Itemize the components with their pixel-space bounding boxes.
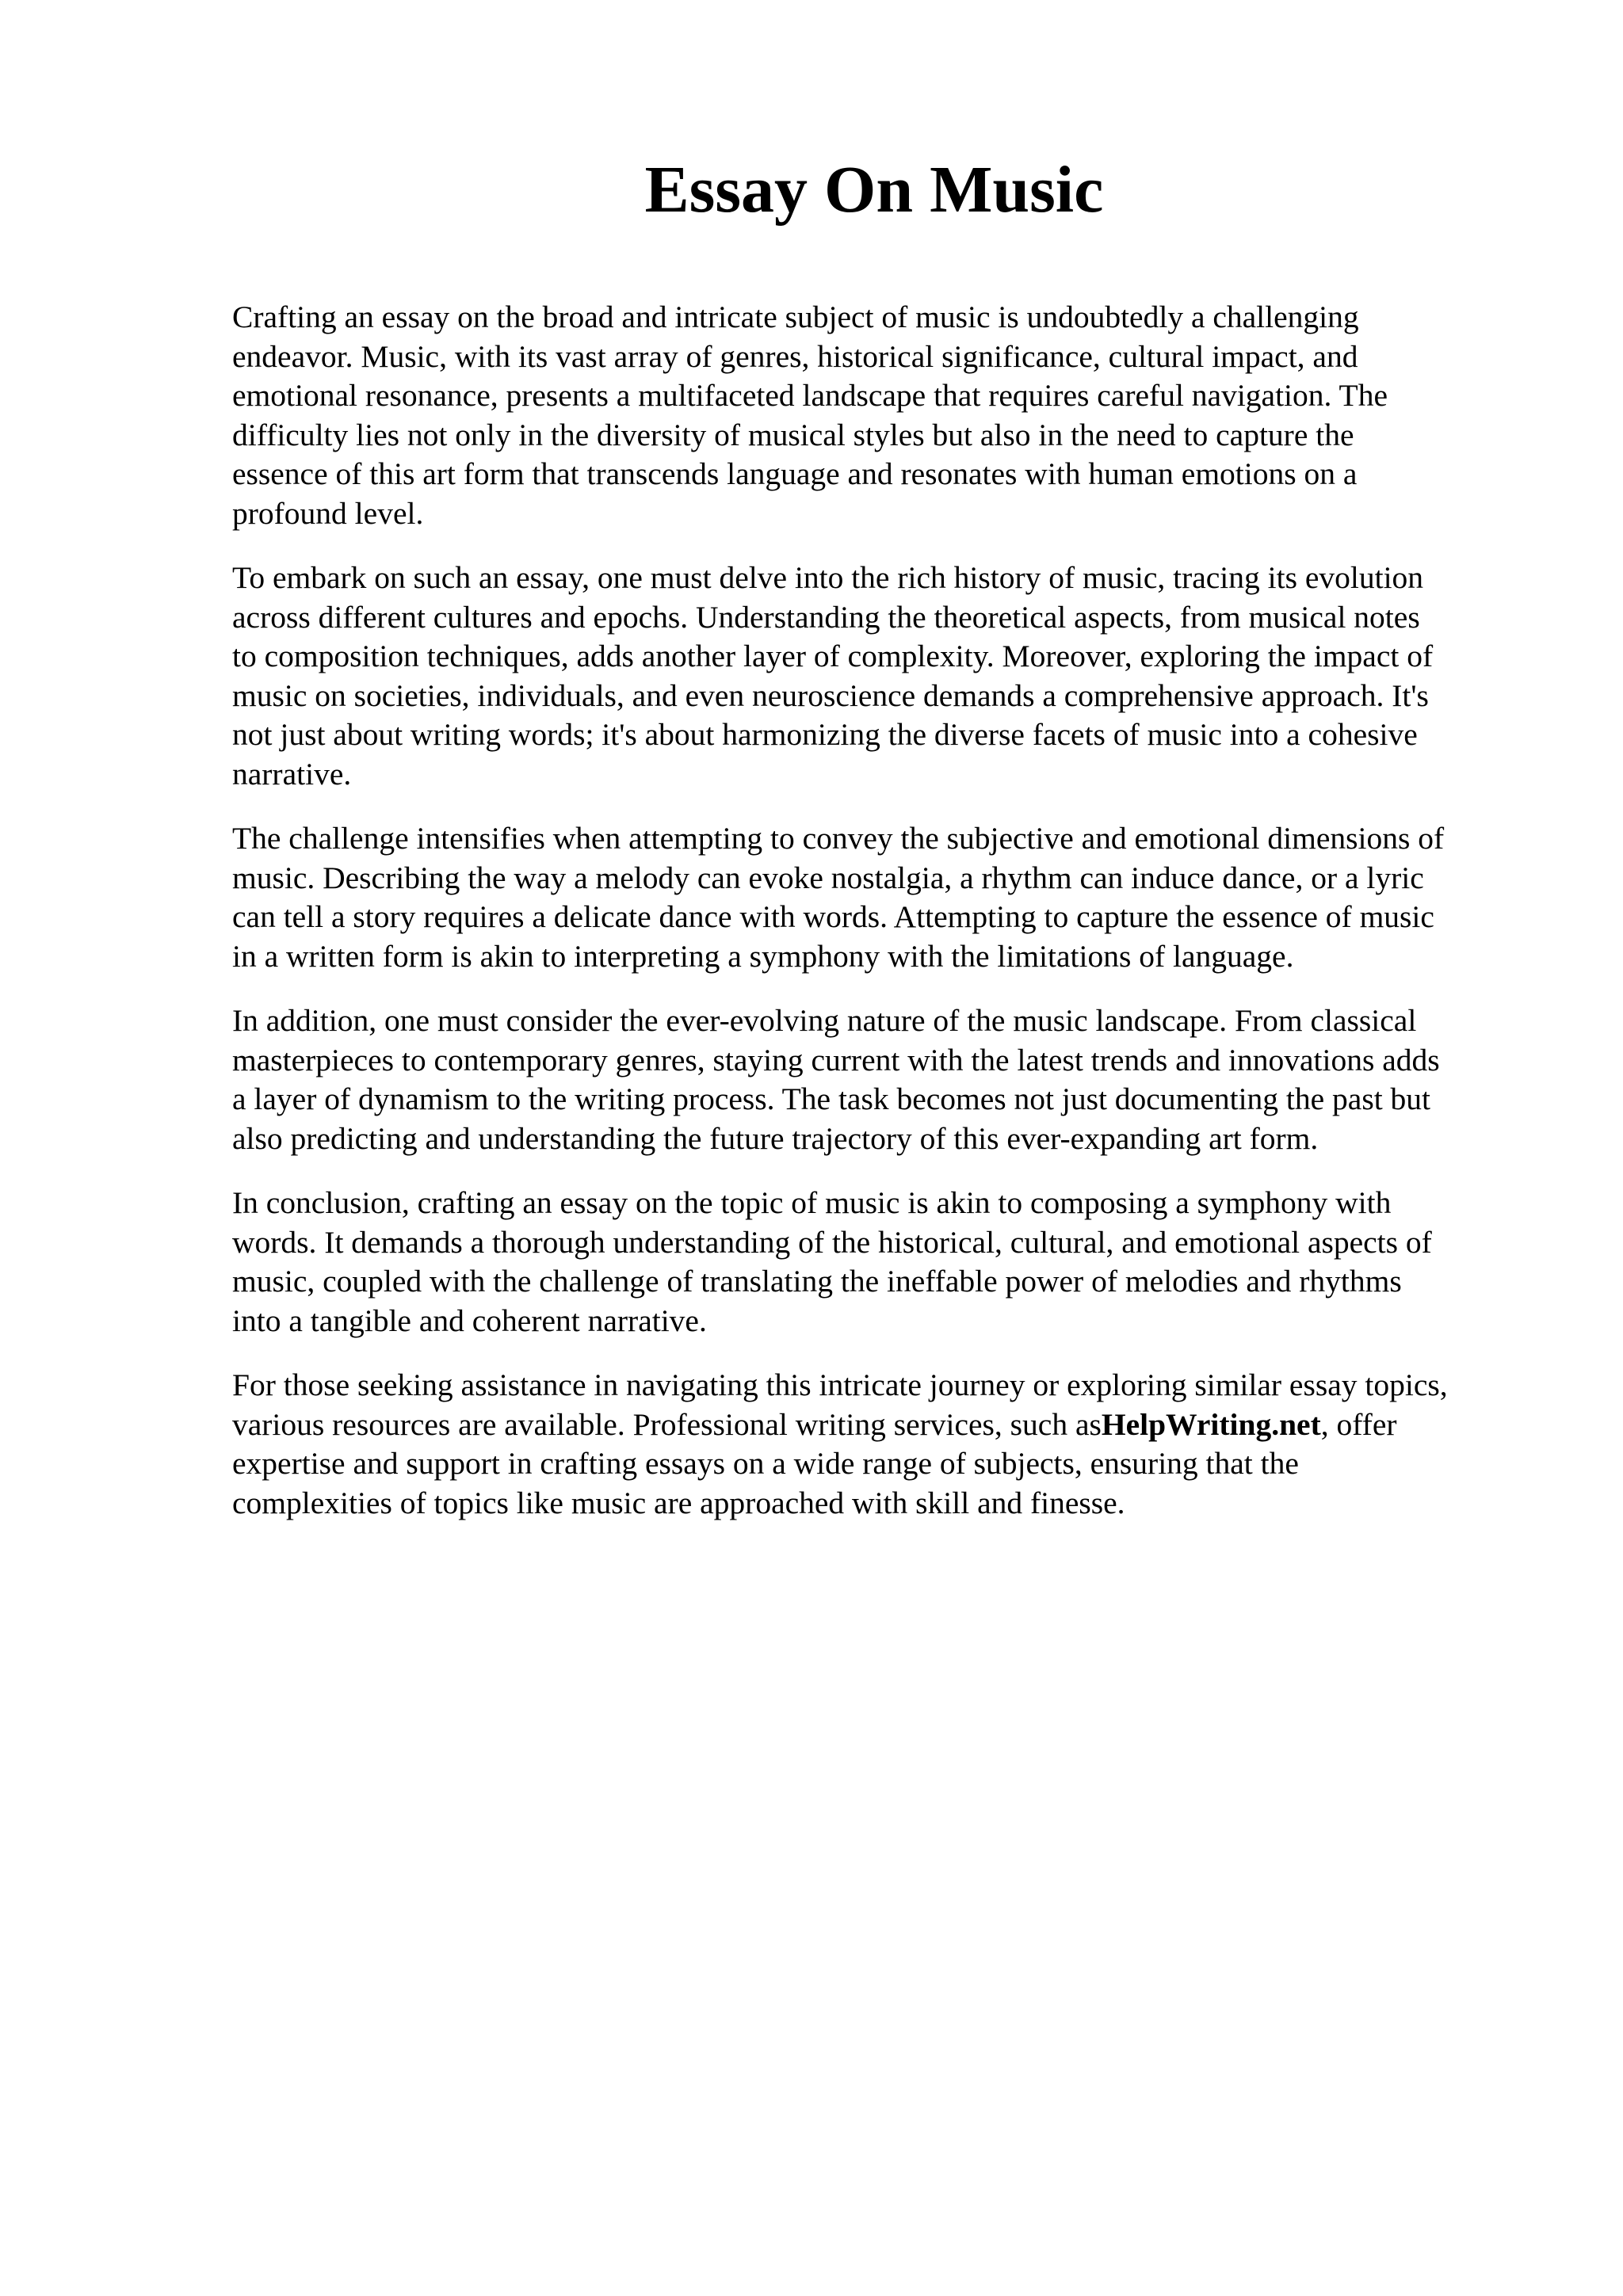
paragraph-1 <box>232 298 1516 533</box>
text-line: not just about writing words; it's about harmonizing the diverse facets of music into a cohesive <box>232 717 1418 752</box>
text-line: In addition, one must consider the ever-evolving nature of the music landscape. From classical <box>232 1003 1417 1038</box>
text-line: To embark on such an essay, one must delve into the rich history of music, tracing its evolution <box>232 560 1424 595</box>
text-segment: , offer <box>1320 1406 1397 1442</box>
text-line: The challenge intensifies when attempting to convey the subjective and emotional dimensions of <box>232 821 1445 856</box>
text-line: For those seeking assistance in navigating this intricate journey or exploring similar essay topics, <box>232 1367 1448 1402</box>
paragraph-4 <box>232 1001 1516 1158</box>
text-line: into a tangible and coherent narrative. <box>232 1302 707 1338</box>
text-line: Crafting an essay on the broad and intricate subject of music is undoubtedly a challenging <box>232 299 1359 334</box>
text-line: a layer of dynamism to the writing process. The task becomes not just documenting the past but <box>232 1081 1431 1116</box>
text-line: narrative. <box>232 756 352 791</box>
text-line: emotional resonance, presents a multifaceted landscape that requires careful navigation. The <box>232 378 1388 413</box>
text-line: music. Describing the way a melody can evoke nostalgia, a rhythm can induce dance, or a lyric <box>232 860 1424 895</box>
text-line: words. It demands a thorough understanding of the historical, cultural, and emotional aspects of <box>232 1224 1432 1260</box>
text-line: can tell a story requires a delicate dance with words. Attempting to capture the essence of music <box>232 899 1434 934</box>
essay-body <box>232 298 1516 1548</box>
text-line: endeavor. Music, with its vast array of genres, historical significance, cultural impact, and <box>232 338 1358 374</box>
paragraph-5 <box>232 1184 1516 1341</box>
text-line: music, coupled with the challenge of translating the ineffable power of melodies and rhythms <box>232 1264 1402 1299</box>
text-line: in a written form is akin to interpreting a symphony with the limitations of language. <box>232 938 1294 974</box>
text-line: across different cultures and epochs. Understanding the theoretical aspects, from musical notes <box>232 599 1420 635</box>
paragraph-2 <box>232 559 1516 794</box>
text-line: profound level. <box>232 495 424 531</box>
text-line: essence of this art form that transcends language and resonates with human emotions on a <box>232 456 1358 491</box>
text-segment: various resources are available. Professional writing services, such as <box>232 1406 1102 1442</box>
paragraph-3 <box>232 819 1516 976</box>
text-line: complexities of topics like music are approached with skill and finesse. <box>232 1485 1125 1520</box>
text-line: expertise and support in crafting essays on a wide range of subjects, ensuring that the <box>232 1446 1299 1481</box>
text-line: to composition techniques, adds another layer of complexity. Moreover, exploring the impact of <box>232 639 1434 673</box>
brand-name: HelpWriting.net <box>1101 1406 1321 1442</box>
text-line: difficulty lies not only in the diversity of musical styles but also in the need to capture the <box>232 417 1354 452</box>
text-line: masterpieces to contemporary genres, staying current with the latest trends and innovations adds <box>232 1042 1440 1077</box>
paragraph-closing <box>232 1366 1516 1523</box>
text-line: In conclusion, crafting an essay on the topic of music is akin to composing a symphony with <box>232 1185 1392 1220</box>
text-line: music on societies, individuals, and even neuroscience demands a comprehensive approach. It's <box>232 677 1429 713</box>
text-line: also predicting and understanding the future trajectory of this ever-expanding art form. <box>232 1120 1319 1156</box>
text-line-with-brand <box>232 1405 1516 1445</box>
page-title: Essay On Music <box>644 153 1104 227</box>
